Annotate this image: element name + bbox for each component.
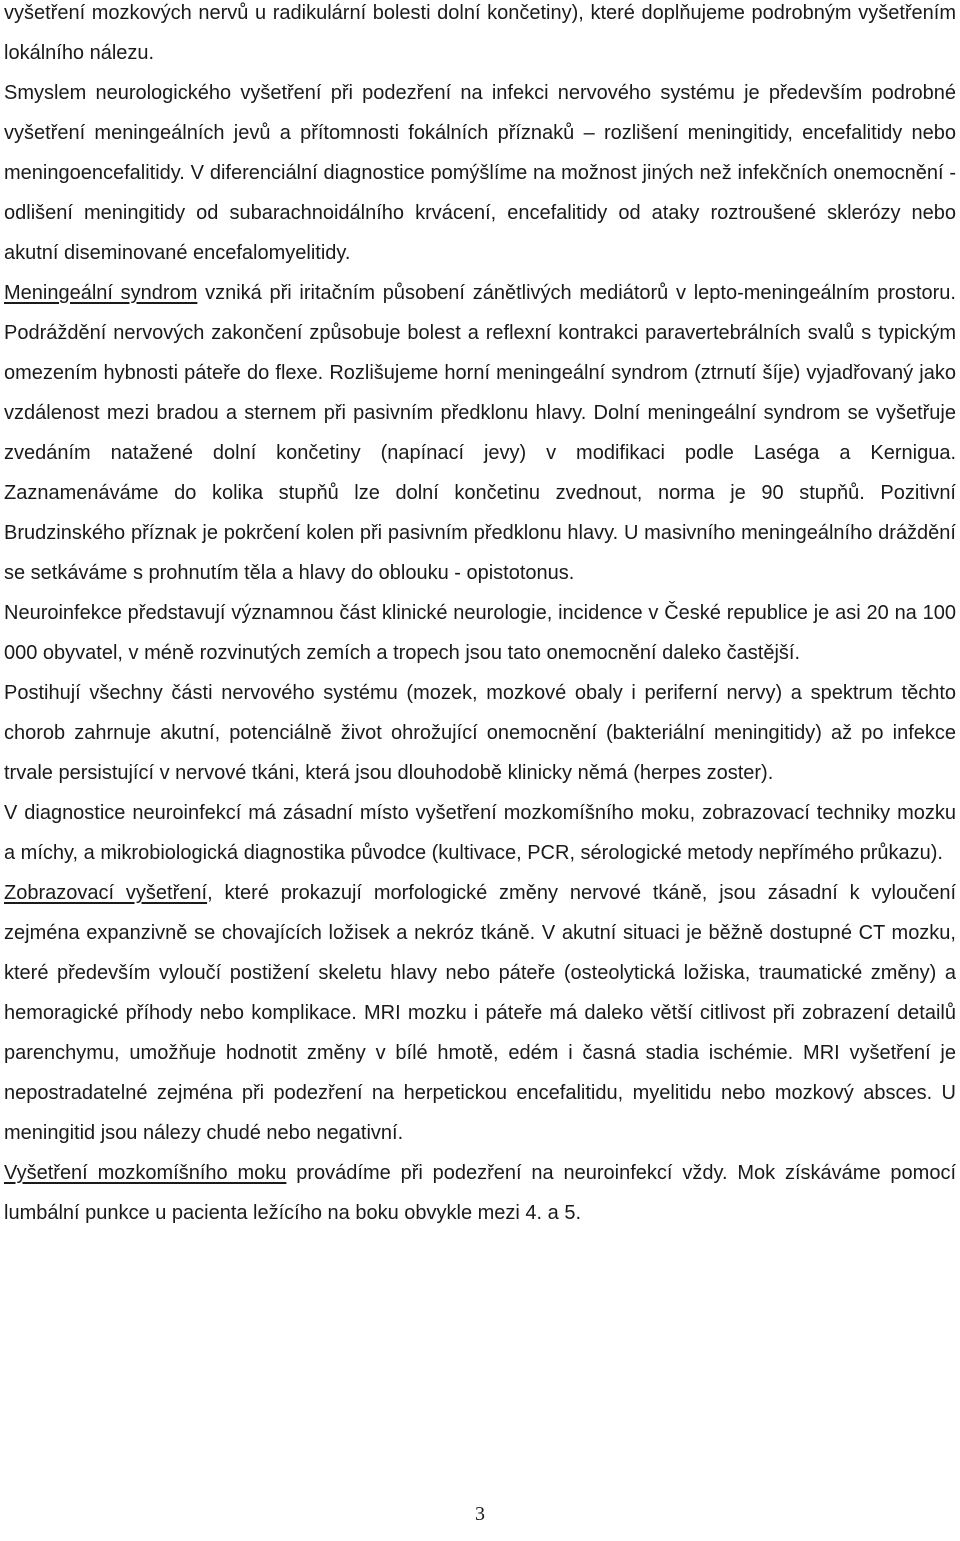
paragraph-neurological-exam: Smyslem neurologického vyšetření při podezření na infekci nervového systému je především podrobné vyšetření meningeálních jevů a přítomnosti fokálních příznaků – rozlišení meningitidy, encefalitidy nebo meningoencefalitidy. V diferenciální diagnostice pomýšlíme na možnost jiných než infekčních onemocnění -odlišení meningitidy od subarachnoidálního krvácení, encefalitidy od ataky roztroušené sklerózy nebo akutní diseminované encefalomyelitidy.	[4, 82, 956, 264]
paragraph-continuation: vyšetření mozkových nervů u radikulární bolesti dolní končetiny), které doplňujeme podrobným vyšetřením lokálního nálezu.	[4, 2, 956, 64]
document-page	[4, 0, 956, 1233]
paragraph-nervous-system: Postihují všechny části nervového systému (mozek, mozkové obaly i periferní nervy) a spektrum těchto chorob zahrnuje akutní, potenciálně život ohrožující onemocnění (bakteriální meningitidy) až po infekce trvale persistující v nervové tkáni, která jsou dlouhodobě klinicky němá (herpes zoster).	[4, 682, 956, 784]
heading-meningeal-syndrom: Meningeální syndrom	[4, 282, 198, 304]
paragraph-imaging	[4, 873, 956, 1153]
paragraph-imaging-text: , které prokazují morfologické změny nervové tkáně, jsou zásadní k vyloučení zejména expanzivně se chovajících ložisek a nekróz tkáně. V akutní situaci je běžně dostupné CT mozku, které především vyloučí postižení skeletu hlavy nebo páteře (osteolytická ložiska, traumatické změny) a hemoragické příhody nebo komplikace. MRI mozku i páteře má daleko větší citlivost při zobrazení detailů parenchymu, umožňuje hodnotit změny v bílé hmotě, edém i časná stadia ischémie. MRI vyšetření je nepostradatelné zejména při podezření na herpetickou encefalitidu, myelitidu nebo mozkový absces. U meningitid jsou nálezy chudé nebo negativní.	[4, 882, 957, 1144]
heading-imaging: Zobrazovací vyšetření	[4, 882, 208, 904]
page-number: 3	[475, 1503, 485, 1525]
paragraph-csf-exam-text: provádíme při podezření na neuroinfekcí vždy. Mok získáváme pomocí lumbální punkce u pacienta ležícího na boku obvykle mezi 4. a 5.	[4, 1162, 956, 1224]
paragraph-csf-exam	[4, 1153, 956, 1233]
paragraph-diagnostics: V diagnostice neuroinfekcí má zásadní místo vyšetření mozkomíšního moku, zobrazovací techniky mozku a míchy, a mikrobiologická diagnostika původce (kultivace, PCR, sérologické metody nepřímého průkazu).	[4, 802, 956, 864]
paragraph-meningeal-syndrom-text: vzniká při iritačním působení zánětlivých mediátorů v lepto-meningeálním prostoru. Podráždění nervových zakončení způsobuje bolest a reflexní kontrakci paravertebrálních svalů s typickým omezením hybnosti páteře do flexe. Rozlišujeme horní meningeální syndrom (ztrnutí šíje) vyjadřovaný jako vzdálenost mezi bradou a sternem při pasivním předklonu hlavy. Dolní meningeální syndrom se vyšetřuje zvedáním natažené dolní končetiny (napínací jevy) v modifikaci podle Laséga a Kernigua. Zaznamenáváme do kolika stupňů lze dolní končetinu zvednout, norma je 90 stupňů. Pozitivní Brudzinského příznak je pokrčení kolen při pasivním předklonu hlavy. U masivního meningeálního dráždění se setkáváme s prohnutím těla a hlavy do oblouku - opistotonus.	[4, 282, 956, 584]
paragraph-neuroinfections: Neuroinfekce představují významnou část klinické neurologie, incidence v České republice je asi 20 na 100 000 obyvatel, v méně rozvinutých zemích a tropech jsou tato onemocnění daleko častější.	[4, 602, 956, 664]
paragraph-meningeal-syndrom	[4, 273, 956, 593]
heading-csf-exam: Vyšetření mozkomíšního moku	[4, 1162, 287, 1184]
